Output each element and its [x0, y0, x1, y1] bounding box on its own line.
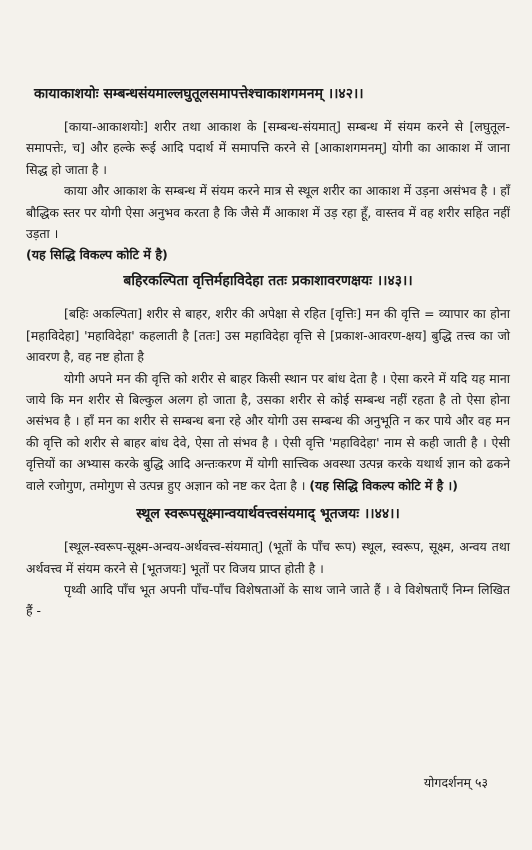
sutra-44-word-meaning: [स्थूल-स्वरूप-सूक्ष्म-अन्वय-अर्थवत्त्व-संयमात्] (भूतों के पाँच रूप) स्थूल, स्वरूप, सूक्ष्म, अन्वय तथा अर्थवत्त्व में संयम करने से [भूतजयः] भूतों पर विजय प्राप्त होती है ।: [26, 539, 510, 576]
sutra-42-word-meaning: [काया-आकाशयोः] शरीर तथा आकाश के [सम्बन्ध-संयमात्] सम्बन्ध में संयम करने से [लघुतूल-समापत्तेः, च] और हल्के रूई आदि पदार्थ में समापत्ति करने से [आकाशगमनम्] योगी का आकाश में जाना सिद्ध हो जाता है ।: [26, 119, 510, 177]
sutra-43-commentary-text: योगी अपने मन की वृत्ति को शरीर से बाहर किसी स्थान पर बांध देता है । ऐसा करने में यदि यह माना जाये कि मन शरीर से बिल्कुल अलग हो जाता है, उसका शरीर से कोई सम्बन्ध नहीं रहता है तो ऐसा होना असंभव है । हाँ मन का शरीर से सम्बन्ध बना रहे और योगी उस सम्बन्ध की अनुभूति न कर पाये और वह मन की वृत्ति को शरीर से बाहर बांध देवे, ऐसा तो संभव है । ऐसी वृत्ति 'महाविदेहा' नाम से कही जाती है । ऐसी वृत्तियों का अभ्यास करके बुद्धि आदि अन्तःकरण में योगी सात्त्विक अवस्था उत्पन्न करके यथार्थ ज्ञान को ढकने वाले रजोगुण, तमोगुण से उत्पन्न हुए अज्ञान को नष्ट कर देता है ।: [26, 370, 510, 493]
sutra-43-heading: बहिरकल्पिता वृत्तिर्महाविदेहा ततः प्रकाशावरणक्षयः ।।४३।।: [123, 273, 413, 290]
sutra-42-heading: कायाकाशयोः सम्बन्धसंयमाल्लघुतूलसमापत्तेश्चाकाशगमनम् ।।४२।।: [34, 86, 364, 102]
sutra-43-commentary: [26, 368, 510, 496]
sutra-44-commentary: पृथ्वी आदि पाँच भूत अपनी पाँच-पाँच विशेषताओं के साथ जाने जाते हैं । वे विशेषताएँ निम्न लिखित हैं -: [26, 581, 510, 619]
sutra-42-note: (यह सिद्धि विकल्प कोटि में है): [26, 247, 168, 263]
sutra-42-commentary: काया और आकाश के सम्बन्ध में संयम करने मात्र से स्थूल शरीर का आकाश में उड़ना असंभव है । हाँ बौद्धिक स्तर पर योगी ऐसा अनुभव करता है कि जैसे मैं आकाश में उड़ रहा हूँ, वास्तव में वह शरीर सहित नहीं उड़ता ।: [26, 183, 510, 242]
sutra-43-note: (यह सिद्धि विकल्प कोटि में है ।): [309, 477, 458, 493]
page-footer: [424, 774, 488, 791]
book-title: योगदर्शनम्: [423, 775, 471, 790]
page-number: ५३: [474, 775, 488, 790]
sutra-43-word-meaning: [बहिः अकल्पिता] शरीर से बाहर, शरीर की अपेक्षा से रहित [वृत्तिः] मन की वृत्ति = व्यापार का होना [महाविदेहा] 'महाविदेहा' कहलाती है [ततः] उस महाविदेहा वृत्ति से [प्रकाश-आवरण-क्षय] बुद्धि तत्त्व का जो आवरण है, वह नष्ट होता है: [26, 306, 510, 365]
sutra-44-heading: स्थूल स्वरूपसूक्ष्मान्वयार्थवत्त्वसंयमाद् भूतजयः ।।४४।।: [136, 506, 400, 523]
